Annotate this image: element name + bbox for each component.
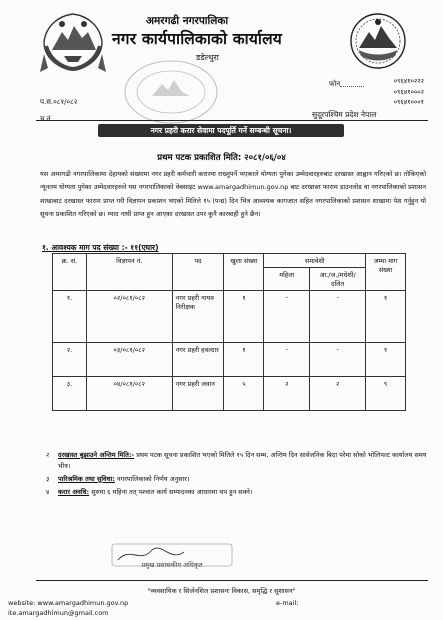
- municipality-logo: [349, 12, 407, 70]
- col-total: जम्मा माग संख्या: [366, 254, 406, 291]
- note-number: २: [46, 451, 50, 459]
- col-inclusive: समावेशी: [264, 254, 366, 268]
- letter-ref-number: प.स.०८१/०८२: [40, 98, 78, 106]
- phone-number: ०९६४१०००२: [393, 87, 424, 96]
- phone-number: ०९६४१०००१: [393, 98, 424, 106]
- col-adv-no: विज्ञापन नं.: [86, 254, 172, 291]
- note-number: ४: [46, 488, 50, 496]
- office-stamp: [122, 58, 220, 126]
- cell-sn: १.: [53, 291, 87, 343]
- cell-women: २: [264, 377, 310, 411]
- email-label: e-mail:: [276, 599, 299, 607]
- cell-post: नगर प्रहरी हवल्दार: [172, 343, 224, 377]
- cell-ajm: -: [310, 291, 366, 343]
- cell-sn: ३.: [53, 377, 87, 411]
- phone-numbers: [368, 76, 424, 108]
- cell-adv-no: ०३/०८१/०८२: [86, 343, 172, 377]
- cell-women: -: [264, 291, 310, 343]
- cell-open: १: [224, 291, 264, 343]
- note-text: सुरुमा ६ महिना तत् पश्चात कार्य सम्पादनका आधारमा थप हुन सक्ने।: [91, 488, 253, 496]
- cell-total: ९: [366, 377, 406, 411]
- office-name: नगर कार्यपालिकाको कार्यालय: [112, 30, 282, 48]
- nepal-emblem-logo: [38, 10, 108, 74]
- email-link[interactable]: ite.amargadhimun@gmail.com: [8, 609, 109, 617]
- publish-date: प्रथम पटक प्रकाशित मिति: २०८१/०६/०४: [157, 153, 286, 163]
- header-divider: [36, 120, 428, 121]
- cell-adv-no: ०२/०८१/०८२: [86, 291, 172, 343]
- phone-label: फोन: [329, 80, 341, 88]
- note-label: पारिश्रमिक तथा सुविधा:: [58, 475, 115, 483]
- notice-notes: [46, 450, 428, 498]
- note-label: करार अवधि:: [58, 488, 90, 496]
- note-item: [46, 487, 428, 498]
- col-sn: क्र. सं.: [53, 254, 87, 291]
- note-label: दरखास्त बुझाउने अन्तिम मिति:-: [58, 451, 135, 459]
- table-row: [53, 377, 406, 411]
- vacancy-table: [52, 253, 406, 411]
- note-text: नगरपालिकाको निर्णय अनुसार।: [117, 475, 190, 483]
- cell-women: -: [264, 343, 310, 377]
- note-item: [46, 474, 428, 485]
- municipality-name: अमरगढी नगरपालिका: [146, 15, 229, 27]
- cell-post: नगर प्रहरी नायव निरीक्षक: [172, 291, 224, 343]
- note-item: [46, 450, 428, 472]
- cell-ajm: -: [310, 343, 366, 377]
- cell-total: १: [366, 291, 406, 343]
- notice-title: नगर प्रहरी करार सेवामा पदपूर्ति गर्ने सम्बन्धी सूचना।: [98, 124, 344, 137]
- cell-open: १: [224, 343, 264, 377]
- cell-sn: २.: [53, 343, 87, 377]
- motto: "व्यवसायिक र सिर्जनशिल प्रशासनः विकास, समृद्धि र सुशासन": [147, 587, 296, 595]
- note-number: ३: [46, 475, 50, 483]
- phone-number: ०९६४१०२२२: [393, 77, 424, 85]
- cell-open: ५: [224, 377, 264, 411]
- col-ajm: आ./ज./मधेशी/दलित: [310, 268, 366, 291]
- cell-post: नगर प्रहरी जवान: [172, 377, 224, 411]
- notice-body: यस अमरगढी नगरपालिकामा देहायको संख्यामा नगर प्रहरी कर्मचारी करारमा राख्नुपर्ने भएकाले योग्यता पुगेका उम्मेदवारहरुबाट दरखास्त आह्वान गरिएको छ। तोकिएको न्यूनतम योग्यता पुगेका उम्मेदवारहरुले यस नगरपालिकाको वेबसाइट www.amargadhimun.gov.np बाट दरखास्त फाराम डाउनलोड वा नगरपालिकाको प्रशासन शाखाबाट दरखास्त फाराम प्राप्त गरी विज्ञापन प्रकाशन भएको मितिले १५ (पन्ध्र) दिन भित्र आवश्यक कागजात सहित नगरपालिकाको प्रशासन शाखामा पेश गर्नुहुन यो सूचना प्रकाशित गरिएको छ। म्याद नाघी प्राप्त हुन आएका दरखास्त उपर कुनै कारबाही हुने छैन।: [40, 170, 426, 218]
- table-header-row: [53, 254, 406, 268]
- province-name: सुदूरपश्चिम प्रदेश नेपाल: [312, 110, 377, 119]
- website-link[interactable]: website: www.amargadhimun.gov.np: [8, 599, 129, 607]
- dispatch-number: च.नं.: [40, 115, 53, 123]
- table-row: [53, 291, 406, 343]
- col-women: महिला: [264, 268, 310, 291]
- footer-divider: [36, 580, 428, 581]
- signature-title: प्रमुख प्रशासकीय अधिकृत: [141, 561, 203, 569]
- col-post: पद: [172, 254, 224, 291]
- note-text: प्रथम पटक सूचना प्रकाशित भएको मितिले १५ दिन सम्म, अन्तिम दिन सार्वजनिक बिदा परेमा सोको भोलिपल्ट कार्यालय समय भीत्र।: [58, 451, 427, 470]
- section-posts-title: १. आवश्यक माग पद संख्या :- ११(एघार): [42, 243, 159, 252]
- col-open: खुला संख्या: [224, 254, 264, 291]
- office-place: डडेल्धुरा: [196, 53, 219, 62]
- cell-adv-no: ०४/०८१/०८२: [86, 377, 172, 411]
- cell-total: १: [366, 343, 406, 377]
- signature-seal: [110, 540, 234, 570]
- table-row: [53, 343, 406, 377]
- cell-ajm: २: [310, 377, 366, 411]
